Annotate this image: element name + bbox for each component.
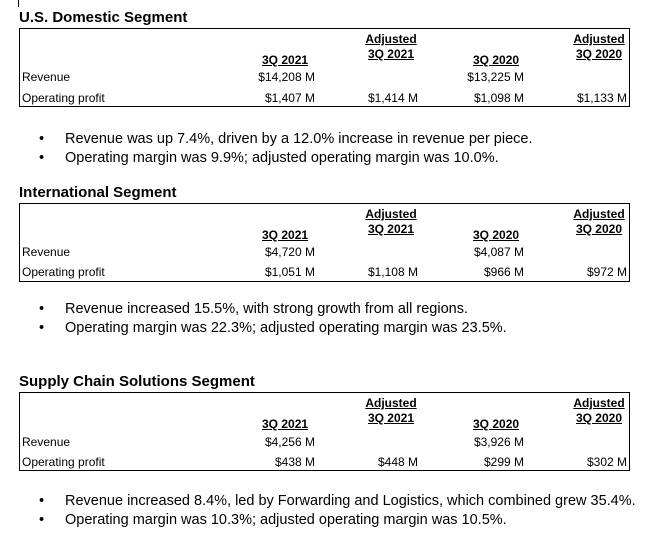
bullet-item xyxy=(36,319,507,338)
bullet-item xyxy=(36,149,533,168)
header-prior: 3Q 2020 xyxy=(473,228,520,242)
op-profit-adjusted-current: $1,414 M xyxy=(367,91,418,105)
row-label-operating-profit: Operating profit xyxy=(22,455,105,469)
header-adjusted-prior-line1: Adjusted xyxy=(573,396,625,410)
section-title-us-domestic: U.S. Domestic Segment xyxy=(19,9,188,26)
table-supply-chain xyxy=(19,392,630,471)
header-adjusted-current-line2: 3Q 2021 xyxy=(367,47,415,61)
bullet-dot-icon: • xyxy=(39,493,45,509)
bullet-item xyxy=(36,511,636,530)
header-adjusted-current-line1: Adjusted xyxy=(365,396,417,410)
op-profit-adjusted-current: $448 M xyxy=(377,455,418,469)
header-adjusted-prior-line1: Adjusted xyxy=(573,32,625,46)
op-profit-prior: $1,098 M xyxy=(473,91,524,105)
bullet-item xyxy=(36,492,636,511)
row-label-revenue: Revenue xyxy=(22,245,71,259)
bullet-text: Revenue increased 8.4%, led by Forwarding and Logistics, which combined grew 35.4%. xyxy=(65,493,636,509)
row-label-operating-profit: Operating profit xyxy=(22,91,105,105)
section-title-international: International Segment xyxy=(19,184,177,201)
header-adjusted-prior-line2: 3Q 2020 xyxy=(575,47,623,61)
bullet-text: Operating margin was 9.9%; adjusted operating margin was 10.0%. xyxy=(65,150,499,166)
row-label-revenue: Revenue xyxy=(22,435,71,449)
bullet-text: Revenue increased 15.5%, with strong growth from all regions. xyxy=(65,301,468,317)
revenue-current: $4,720 M xyxy=(264,245,315,259)
op-profit-adjusted-prior: $302 M xyxy=(586,455,627,469)
op-profit-current: $438 M xyxy=(274,455,315,469)
header-adjusted-prior-line2: 3Q 2020 xyxy=(575,222,623,236)
bullet-text: Revenue was up 7.4%, driven by a 12.0% increase in revenue per piece. xyxy=(65,131,533,147)
header-prior: 3Q 2020 xyxy=(473,417,520,431)
row-label-revenue: Revenue xyxy=(22,70,71,84)
revenue-current: $14,208 M xyxy=(258,70,315,84)
op-profit-adjusted-current: $1,108 M xyxy=(367,265,418,279)
bullets-international xyxy=(36,300,507,338)
bullet-dot-icon: • xyxy=(39,512,45,528)
bullet-item xyxy=(36,300,507,319)
op-profit-prior: $966 M xyxy=(483,265,524,279)
header-prior: 3Q 2020 xyxy=(473,53,520,67)
header-adjusted-prior-line1: Adjusted xyxy=(573,207,625,221)
bullets-us-domestic xyxy=(36,130,533,168)
page-edge-mark xyxy=(18,0,19,7)
revenue-prior: $3,926 M xyxy=(473,435,524,449)
bullets-supply-chain xyxy=(36,492,636,530)
op-profit-current: $1,051 M xyxy=(264,265,315,279)
table-us-domestic xyxy=(19,28,630,107)
bullet-dot-icon: • xyxy=(39,131,45,147)
op-profit-adjusted-prior: $1,133 M xyxy=(576,91,627,105)
revenue-prior: $4,087 M xyxy=(473,245,524,259)
row-label-operating-profit: Operating profit xyxy=(22,265,105,279)
op-profit-prior: $299 M xyxy=(483,455,524,469)
header-current: 3Q 2021 xyxy=(262,228,309,242)
bullet-text: Operating margin was 22.3%; adjusted operating margin was 23.5%. xyxy=(65,320,507,336)
op-profit-adjusted-prior: $972 M xyxy=(586,265,627,279)
bullet-dot-icon: • xyxy=(39,301,45,317)
header-current: 3Q 2021 xyxy=(262,417,309,431)
bullet-dot-icon: • xyxy=(39,150,45,166)
header-adjusted-prior-line2: 3Q 2020 xyxy=(575,411,623,425)
bullet-text: Operating margin was 10.3%; adjusted operating margin was 10.5%. xyxy=(65,512,507,528)
header-adjusted-current-line1: Adjusted xyxy=(365,32,417,46)
op-profit-current: $1,407 M xyxy=(264,91,315,105)
section-title-supply-chain: Supply Chain Solutions Segment xyxy=(19,373,255,390)
revenue-prior: $13,225 M xyxy=(467,70,524,84)
header-adjusted-current-line2: 3Q 2021 xyxy=(367,411,415,425)
header-adjusted-current-line1: Adjusted xyxy=(365,207,417,221)
header-current: 3Q 2021 xyxy=(262,53,309,67)
revenue-current: $4,256 M xyxy=(264,435,315,449)
bullet-item xyxy=(36,130,533,149)
header-adjusted-current-line2: 3Q 2021 xyxy=(367,222,415,236)
bullet-dot-icon: • xyxy=(39,320,45,336)
table-international xyxy=(19,203,630,282)
